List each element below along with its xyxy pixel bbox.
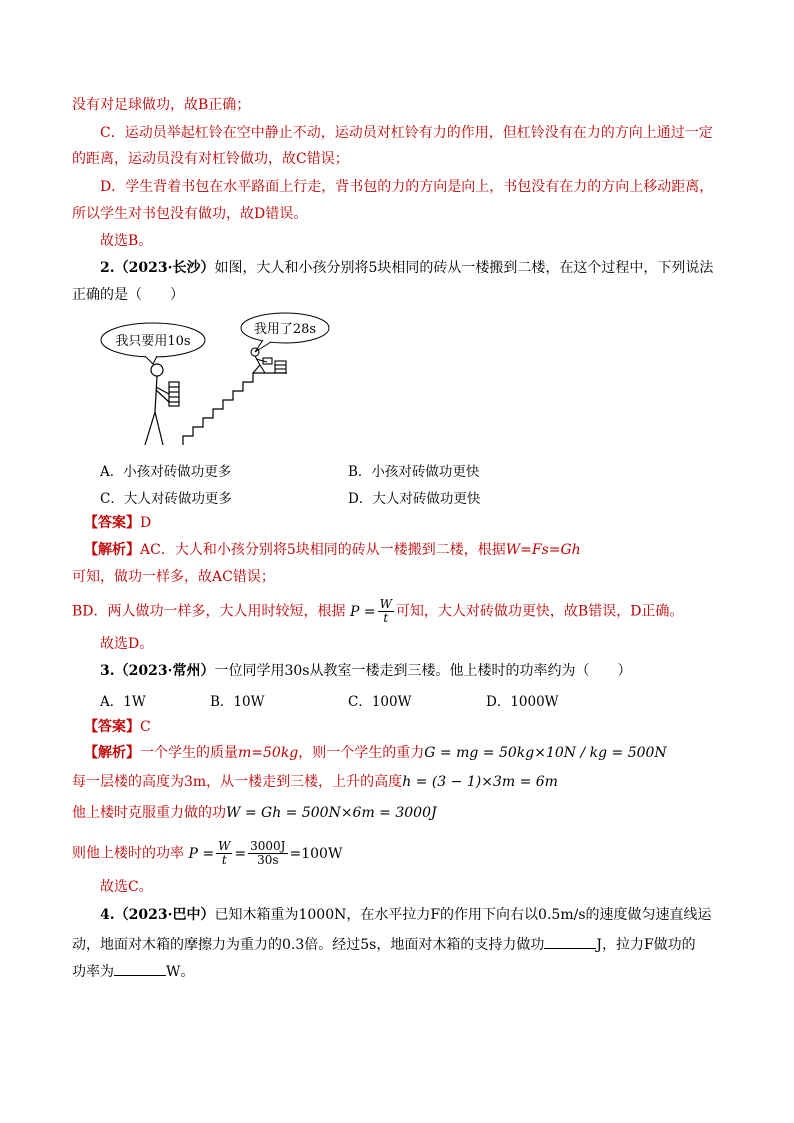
question-source: （2023·长沙）: [114, 260, 215, 276]
analysis-text: 则他上楼时的功率: [72, 845, 184, 862]
analysis-text: ，则一个学生的重力: [298, 745, 425, 761]
question-source: （2023·巴中）: [114, 907, 215, 923]
formula: W=Fs=Gh: [505, 542, 581, 558]
answer-value: C: [140, 719, 151, 735]
analysis-text: 他上楼时克服重力做的功: [72, 805, 226, 821]
analysis-line: [72, 773, 558, 791]
analysis-text: AC．大人和小孩分别将5块相同的砖从一楼搬到二楼，根据: [140, 542, 506, 558]
question-text: W。: [166, 964, 195, 980]
answer-blank[interactable]: [544, 934, 596, 949]
question-text: 如图，大人和小孩分别将5块相同的砖从一楼搬到二楼，在这个过程中，下列说法: [214, 260, 714, 276]
adult-bubble-text: 我只要用10s: [115, 334, 191, 349]
fraction-denominator: t: [221, 853, 227, 867]
fraction: [248, 840, 287, 867]
option-a: A．1W: [100, 694, 146, 710]
formula: W = Gh = 500N×6m = 3000J: [226, 805, 437, 821]
formula-symbol: P: [349, 603, 360, 620]
text-line: D．学生背着书包在水平路面上行走，背书包的力的方向是向上，书包没有在力的方向上移动距离，: [100, 179, 714, 195]
formula-symbol: P =: [188, 845, 215, 862]
analysis-line: [84, 541, 581, 559]
answer-tag: 【答案】: [84, 719, 140, 735]
answer-line: [84, 514, 151, 532]
fraction-numerator: W: [218, 839, 231, 853]
stairs: [183, 373, 287, 445]
question-text: 一位同学用30s从教室一楼走到三楼。他上楼时的功率约为（ ）: [214, 663, 632, 679]
text-line: 所以学生对书包没有做功，故D错误。: [72, 206, 308, 222]
formula: h = (3 − 1)×3m = 6m: [402, 774, 558, 790]
question-text: 正确的是（ ）: [72, 287, 184, 303]
option-d: D．1000W: [486, 694, 559, 710]
power-formula: [188, 839, 343, 867]
fraction-numerator: 3000J: [250, 839, 286, 853]
question-source: （2023·常州）: [114, 663, 215, 679]
analysis-tag: 【解析】: [84, 745, 140, 761]
question-text: 功率为: [72, 964, 114, 980]
answer-line: [84, 718, 151, 736]
question-4-stem: [100, 906, 712, 924]
answer-blank[interactable]: [114, 961, 166, 976]
analysis-text: 可知，做功一样多，故AC错误；: [72, 569, 275, 585]
formula-equals: =: [363, 603, 376, 620]
conclusion-text: 故选B。: [100, 233, 153, 249]
analysis-line: [84, 744, 667, 762]
formula: G = mg = 50kg×10N / kg = 500N: [424, 745, 667, 761]
analysis-text: BD．两人做功一样多，大人用时较短，根据: [72, 603, 346, 620]
question-2-stem: [100, 259, 713, 277]
formula-equals: =: [234, 845, 247, 862]
question-text: J，拉力F做功的: [596, 937, 696, 953]
option-a: A．小孩对砖做功更多: [100, 464, 232, 480]
text-line: 没有对足球做功，故B正确；: [72, 97, 251, 113]
fraction: [378, 598, 394, 625]
question-3-stem: [100, 662, 631, 680]
answer-value: D: [140, 515, 152, 531]
option-b: B．10W: [210, 694, 265, 710]
analysis-text: 一个学生的质量: [140, 745, 238, 761]
child-bubble-text: 我用了28s: [253, 322, 317, 337]
formula-result: =100W: [289, 845, 343, 862]
question-text: 已知木箱重为1000N，在水平拉力F的作用下向右以0.5m/s的速度做匀速直线运: [214, 907, 712, 923]
analysis-line: [72, 804, 437, 822]
question-number: 3.: [100, 663, 115, 679]
analysis-text: 每一层楼的高度为3m，从一楼走到三楼，上升的高度: [72, 774, 403, 790]
option-d: D．大人对砖做功更快: [348, 491, 481, 507]
question-number: 2.: [100, 260, 115, 276]
formula: m=50kg: [238, 745, 299, 761]
fraction-numerator: W: [379, 597, 392, 611]
stairs-figure: [95, 312, 355, 452]
question-text: 动，地面对木箱的摩擦力为重力的0.3倍。经过5s，地面对木箱的支持力做功: [72, 937, 545, 953]
text-line: C．运动员举起杠铃在空中静止不动，运动员对杠铃有力的作用，但杠铃没有在力的方向上通过一定: [100, 125, 713, 141]
conclusion-text: 故选C。: [100, 879, 153, 895]
text-line: 的距离，运动员没有对杠铃做功，故C错误；: [72, 151, 349, 167]
analysis-text: 可知，大人对砖做功更快，故B错误，D正确。: [395, 603, 684, 620]
fraction: [216, 840, 232, 867]
option-c: C．100W: [348, 694, 412, 710]
question-number: 4.: [100, 907, 115, 923]
question-text-line: [72, 934, 696, 954]
adult-figure: [145, 364, 179, 445]
analysis-line: [72, 840, 342, 867]
option-b: B．小孩对砖做功更快: [348, 464, 480, 480]
fraction-denominator: t: [383, 611, 389, 625]
option-c: C．大人对砖做功更多: [100, 491, 232, 507]
question-text-line: [72, 961, 194, 981]
analysis-line: [72, 598, 683, 625]
fraction-denominator: 30s: [257, 853, 279, 867]
answer-tag: 【答案】: [84, 515, 140, 531]
conclusion-text: 故选D。: [100, 636, 154, 652]
analysis-tag: 【解析】: [84, 542, 140, 558]
power-formula: [349, 597, 396, 625]
